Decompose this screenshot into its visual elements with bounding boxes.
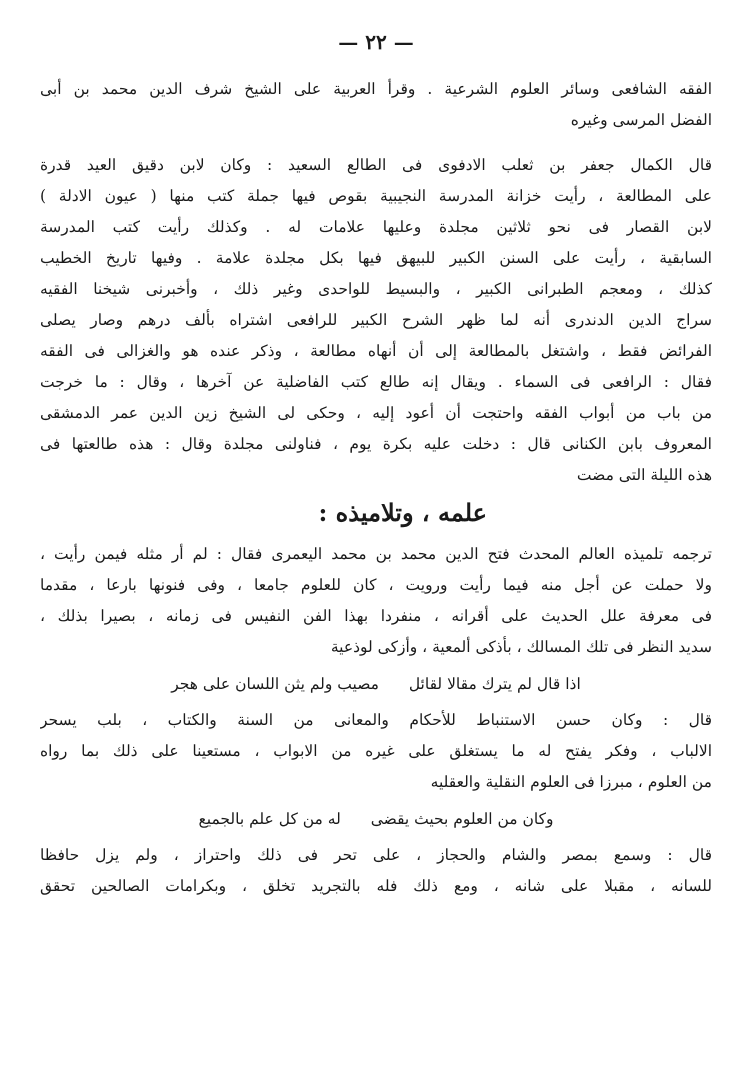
- text-line: من العلوم ، مبرزا فى العلوم النقلية والعقليه: [430, 773, 712, 791]
- paragraph-istinbat: [40, 705, 712, 798]
- text-line: سديد النظر فى تلك المسالك ، بأذكى ألمعية ، وأزكى لوذعية: [330, 638, 712, 656]
- paragraph-tarjama: [40, 539, 712, 663]
- poetry-verse-1: [40, 667, 712, 701]
- text-line: على المطالعة ، رأيت خزانة المدرسة النجيبية بقوص فيها جملة كتب منها ( عيون الادلة ): [40, 187, 712, 205]
- text-line: فقال : الرافعى فى السماء . ويقال إنه طالع كتب الفاضلية عن آخرها ، وقال : ما خرجت: [40, 373, 712, 391]
- text-line: قال : وسمع بمصر والشام والحجاز ، على تحر فى ذلك واحتراز ، ولم يزل حافظا: [40, 846, 712, 864]
- text-line: من باب من أبواب الفقه واحتجت أن أعود إليه ، وحكى لى الشيخ زين الدين عمر الدمشقى: [40, 404, 712, 422]
- page-number: — ٢٢ —: [338, 30, 414, 54]
- verse-second-hemistich: مصيب ولم يثن اللسان على هجر: [171, 675, 379, 693]
- text-line: المعروف بابن الكنانى قال : دخلت عليه بكرة يوم ، فناولنى مجلدة وقال : هذه طالعتها فى: [40, 435, 712, 453]
- paragraph-intro: [40, 74, 712, 136]
- text-line: ولا حملت عن أجل منه فيما رأيت ورويت ، كان للعلوم جامعا ، وفى فنونها بارعا ، مقدما: [40, 576, 712, 594]
- text-line: ترجمه تلميذه العالم المحدث فتح الدين محمد بن محمد اليعمرى فقال : لم أر مثله فيمن رأيت ،: [40, 545, 712, 563]
- poetry-verse-2: [40, 802, 712, 836]
- text-line: الفضل المرسى وغيره: [570, 111, 712, 129]
- text-line: الالباب ، وفكر يفتح له ما يستغلق على غيره من الابواب ، مستعينا على ذلك بما رواه: [40, 742, 712, 760]
- verse-first-hemistich: اذا قال لم يترك مقالا لقائل: [408, 675, 581, 693]
- section-heading: علمه ، وتلاميذه :: [318, 498, 487, 527]
- text-line: السابقية ، رأيت على السنن الكبير للبيهق فيها بكل مجلدة علامة . وفيها تاريخ الخطيب: [40, 249, 712, 267]
- verse-first-hemistich: وكان من العلوم بحيث يقضى: [370, 810, 554, 828]
- text-line: سراج الدين الدندرى أنه لما ظهر الشرح الكبير للرافعى اشتراه بألف درهم وصار يصلى: [40, 311, 712, 329]
- text-line: للسانه ، مقبلا على شانه ، ومع ذلك فله بالتجريد تخلق ، وبكرامات الصالحين تحقق: [40, 877, 712, 895]
- paragraph-samaa: [40, 840, 712, 902]
- text-line: هذه الليلة التى مضت: [576, 466, 712, 484]
- text-line: قال الكمال جعفر بن ثعلب الادفوى فى الطالع السعيد : وكان لابن دقيق العيد قدرة: [40, 156, 712, 174]
- text-line: لابن القصار فى نحو ثلاثين مجلدة وعليها علامات له . وكذلك رأيت كتب المدرسة: [40, 218, 712, 236]
- text-line: الفقه الشافعى وسائر العلوم الشرعية . وقرأ العربية على الشيخ شرف الدين محمد بن أبى: [40, 80, 712, 98]
- text-line: فى معرفة علل الحديث على أقرانه ، منفردا بهذا الفن النفيس فى زمانه ، بصيرا بذلك ،: [40, 607, 712, 625]
- text-line: الفرائض فقط ، واشتغل بالمطالعة إلى أن أنهاه مطالعة ، وذكر عنده هو والغزالى فى الفقه: [40, 342, 712, 360]
- paragraph-gap: [40, 136, 712, 150]
- paragraph-kamal-quote: [40, 150, 712, 491]
- verse-second-hemistich: له من كل علم بالجميع: [198, 810, 341, 828]
- text-line: قال : وكان حسن الاستنباط للأحكام والمعانى من السنة والكتاب ، بلب يسحر: [40, 711, 712, 729]
- text-line: كذلك ، ومعجم الطبرانى الكبير ، والبسيط للواحدى وغير ذلك ، وأخبرنى شيخنا الفقيه: [40, 280, 712, 298]
